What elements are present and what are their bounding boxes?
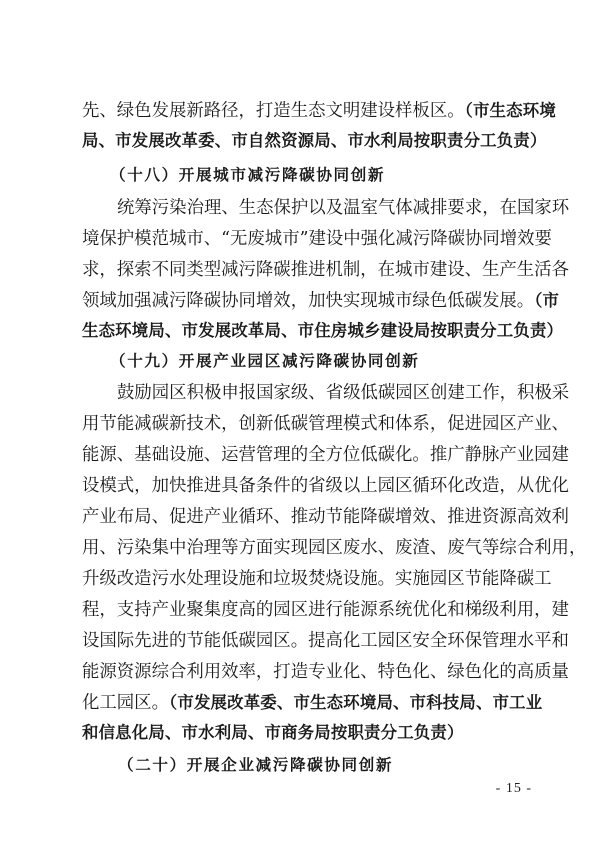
responsibility-note: 局、市发展改革委、市自然资源局、市水利局按职责分工负责） <box>82 131 547 150</box>
text-line: 求，探索不同类型减污降碳推进机制，在城市建设、生产生活各 <box>82 260 569 280</box>
text-line: 升级改造污水处理设施和垃圾焚烧设施。实施园区节能降碳工 <box>82 569 552 589</box>
text-line: 设模式，加快推进具备条件的省级以上园区循环化改造，从优化 <box>82 476 569 496</box>
section-heading-19: （十九）开展产业园区减污降碳协同创新 <box>110 352 420 370</box>
page-number: - 15 - <box>495 781 532 796</box>
text-line: 能源资源综合利用效率，打造专业化、特色化、绿色化的高质量 <box>82 662 569 682</box>
text-line: 程，支持产业聚集度高的园区进行能源系统优化和梯级利用，建 <box>82 600 569 620</box>
text-line: 境保护模范城市、“无废城市”建设中强化减污降碳协同增效要 <box>82 229 552 249</box>
text-line: 领域加强减污降碳协同增效，加快实现城市绿色低碳发展。（市 <box>82 291 560 311</box>
text-line: 用、污染集中治理等方面实现园区废水、废渣、废气等综合利用， <box>82 538 587 558</box>
text-line: 鼓励园区积极申报国家级、省级低碳园区创建工作，积极采 <box>117 383 570 403</box>
text-line: 产业布局、促进产业循环、推动节能降碳增效、推进资源高效利 <box>82 507 569 527</box>
text-line: 先、绿色发展新路径，打造生态文明建设样板区。（市生态环境 <box>82 101 556 121</box>
section-heading-20: （二十）开展企业减污降碳协同创新 <box>118 756 394 774</box>
text-line: 统筹污染治理、生态保护以及温室气体减排要求，在国家环 <box>117 198 570 218</box>
responsibility-note: 生态环境局、市发展改革局、市住房城乡建设局按职责分工负责） <box>82 321 564 340</box>
responsibility-note: （市生态环境 <box>464 101 556 120</box>
text-line: 用节能减碳新技术，创新低碳管理模式和体系，促进园区产业、 <box>82 414 569 434</box>
text-line: 设国际先进的节能低碳园区。提高化工园区安全环保管理水平和 <box>82 631 569 651</box>
responsibility-note: 和信息化局、市水利局、市商务局按职责分工负责） <box>82 723 464 742</box>
responsibility-note: （市 <box>534 291 560 310</box>
text-line: 能源、基础设施、运营管理的全方位低碳化。推广静脉产业园建 <box>82 445 569 465</box>
text-line: 化工园区。（市发展改革委、市生态环境局、市科技局、市工业 <box>82 693 543 713</box>
responsibility-note: （市发展改革委、市生态环境局、市科技局、市工业 <box>168 693 543 712</box>
section-heading-18: （十八）开展城市减污降碳协同创新 <box>110 166 386 184</box>
